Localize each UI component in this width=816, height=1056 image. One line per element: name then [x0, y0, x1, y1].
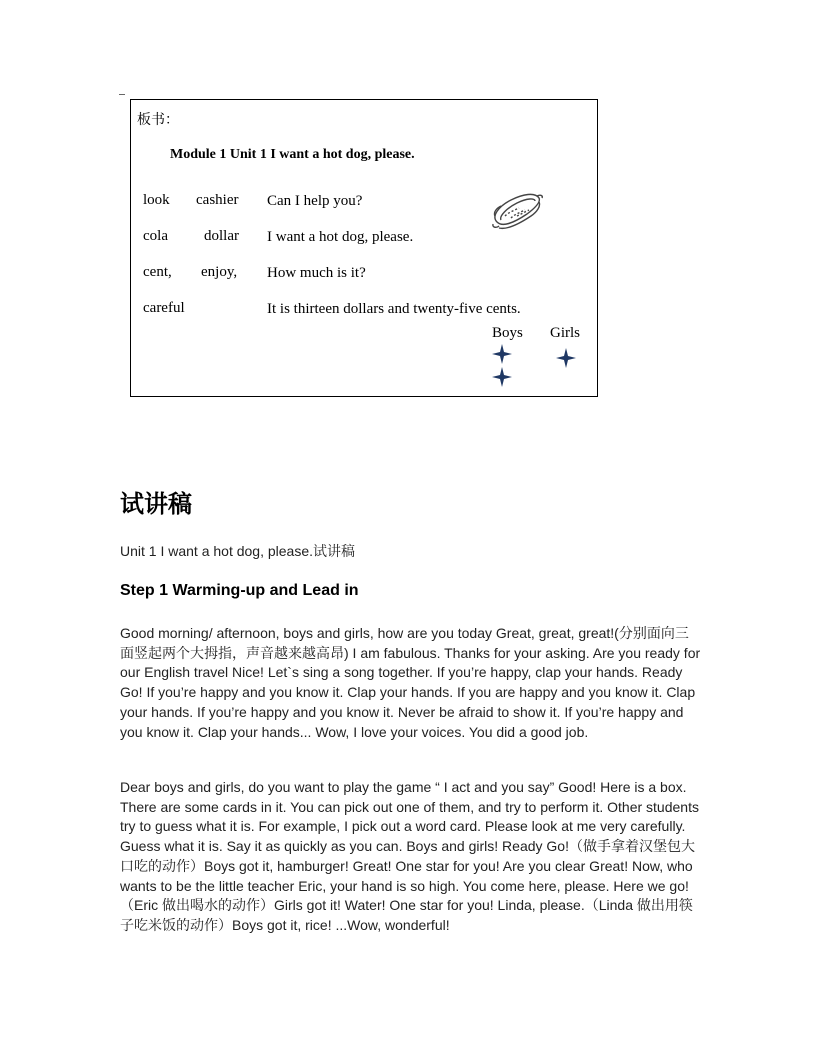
- board-title: Module 1 Unit 1 I want a hot dog, please.: [170, 147, 415, 162]
- boys-star-icon: [492, 344, 512, 364]
- sentence-1: Can I help you?: [267, 193, 363, 209]
- word-cola: cola: [143, 228, 168, 244]
- board-label: 板书：: [137, 112, 179, 128]
- word-careful: careful: [143, 300, 185, 316]
- boys-label: Boys: [492, 325, 523, 341]
- sentence-2: I want a hot dog, please.: [267, 229, 414, 245]
- word-cashier: cashier: [196, 192, 239, 208]
- paragraph-1: Good morning/ afternoon, boys and girls, how are you today Great, great, great!(分别面向三面竖起两个大拇指，声音越来越高昂) I am fabulous. Thanks for your asking. Are you ready for our English travel Nice! Let`s sing a song together. If you’re happy, clap your hands. Ready Go! If you’re happy and you know it. Clap your hands. If you are happy and you know it. Clap your hands. If you’re happy and you know it. Never be afraid to show it. If you’re happy and you know it. Clap your hands... Wow, I love your voices. You did a good job.: [120, 625, 701, 740]
- girls-label: Girls: [550, 325, 580, 341]
- word-enjoy: enjoy,: [201, 264, 238, 280]
- hot-dog-icon: [489, 186, 545, 238]
- step-heading: Step 1 Warming-up and Lead in: [120, 582, 359, 599]
- word-cent: cent,: [143, 264, 172, 280]
- boys-star-icon: [492, 367, 512, 387]
- sentence-3: How much is it?: [267, 265, 366, 281]
- paragraph-2: Dear boys and girls, do you want to play the game “ I act and you say” Good! Here is a box. There are some cards in it. You can pick out one of them, and try to perform it. Other students try to guess what it is. For example, I pick out a word card. Please look at me very carefully. Guess what it is. Say it as quickly as you can. Boys and girls! Ready Go!（做手拿着汉堡包大口吃的动作）Boys got it, hamburger! Great! One star for you! Are you clear Great! Now, who wants to be the little teacher Eric, your hand is so high. You come here, please. Here we go!（Eric 做出喝水的动作）Girls got it! Water! One star for you! Linda, please.（Linda 做出用筷子吃米饭的动作）Boys got it, rice! ...Wow, wonderful!: [120, 779, 699, 933]
- word-dollar: dollar: [204, 228, 239, 244]
- word-look: look: [143, 192, 170, 208]
- blackboard-box: [130, 99, 598, 397]
- document-subtitle: Unit 1 I want a hot dog, please.试讲稿: [120, 543, 356, 559]
- corner-mark: [119, 94, 125, 95]
- sentence-4: It is thirteen dollars and twenty-five cents.: [267, 301, 521, 317]
- girls-star-icon: [556, 348, 576, 368]
- page-heading: 试讲稿: [120, 490, 192, 518]
